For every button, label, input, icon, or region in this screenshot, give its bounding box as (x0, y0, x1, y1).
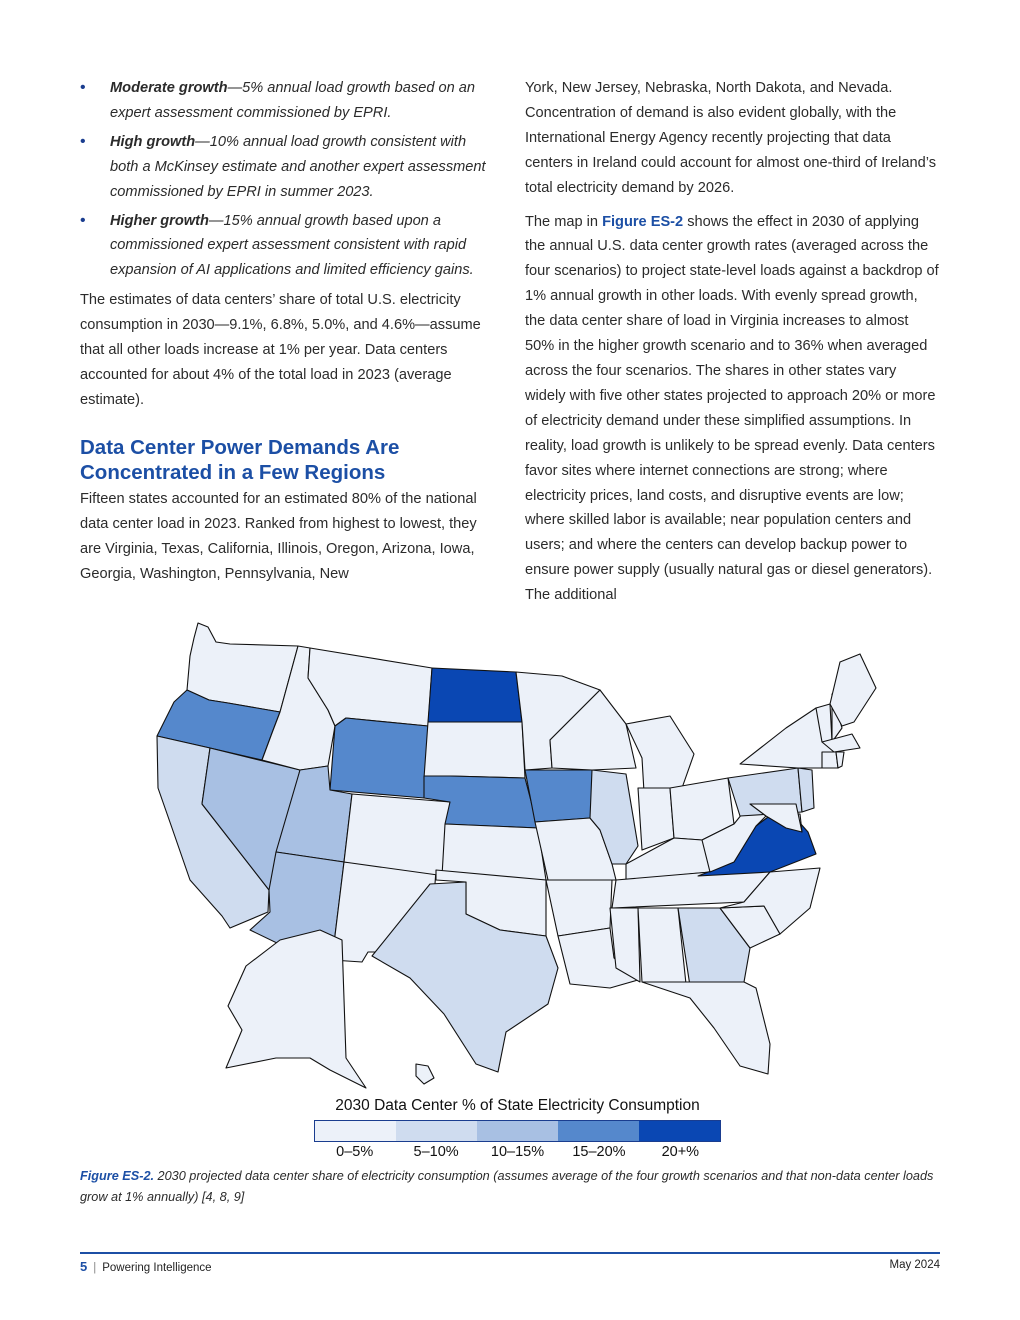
document-title: Powering Intelligence (102, 1262, 212, 1274)
paragraph-map-description: The map in Figure ES-2 shows the effect in 2030 of applying the annual U.S. data center growth rates (averaged across the four scenarios) to project state-level loads against a backdrop of 1% annual growth in other loads. With evenly spread growth, the data center share of load in Virginia increases to almost 50% in the higher growth scenario and to 36% when averaged across the four scenarios. The shares in other states vary widely with five other states projected to approach 20% or more of electricity demand under these simplified assumptions. In reality, load growth is unlikely to be spread evenly. Data centers favor sites where internet connections are strong; where electricity prices, land costs, and disruptive events are low; where skilled labor is available; near population centers and users; and where the centers can develop backup power to ensure power supply (usually natural gas or diesel generators). The additional (525, 213, 939, 604)
bullet-higher: • Higher growth—15% annual growth based upon a commissioned expert assessment consistent with rapid expansion of AI applications and limited efficiency gains. (80, 209, 494, 284)
state-MI (626, 716, 694, 792)
bullet-high: • High growth—10% annual load growth consistent with both a McKinsey estimate and another expert assessment commissioned by EPRI in summer 2023. (80, 130, 494, 205)
legend-color-bar (314, 1120, 721, 1142)
state-SD (424, 722, 525, 778)
legend-label-10-15: 10–15% (490, 1144, 545, 1160)
bullet-moderate: • Moderate growth—5% annual load growth based on an expert assessment commissioned by EPRI. (80, 76, 494, 126)
state-RI (836, 752, 844, 768)
legend-swatch-5-10 (396, 1121, 477, 1141)
right-column (525, 76, 939, 617)
figure-reference-link[interactable]: Figure ES-2 (602, 213, 684, 230)
figure-caption: Figure ES-2. 2030 projected data center share of electricity consumption (assumes average of the four growth scenarios and that non-data center loads grow at 1% annually) [4, 8, 9] (80, 1169, 934, 1204)
footer-left (80, 1259, 212, 1274)
caption-label: Figure ES-2. (80, 1169, 155, 1183)
section-heading: Data Center Power Demands Are Concentrated in a Few Regions (80, 435, 400, 484)
state-CO (344, 794, 450, 876)
paragraph-fifteen-states: Fifteen states accounted for an estimated 80% of the national data center load in 2023. Ranked from highest to lowest, they are Virginia, Texas, California, Illinois, Oregon, Arizona, Iowa, Georgia, Washington, Pennsylvania, New (80, 490, 477, 582)
legend-title: 2030 Data Center % of State Electricity Consumption (335, 1097, 700, 1114)
legend-label-20-plus: 20+% (661, 1144, 700, 1160)
legend-labels (314, 1144, 721, 1160)
state-HI (416, 1064, 434, 1084)
state-ND (428, 668, 522, 722)
state-CT (822, 752, 838, 768)
state-AR (546, 880, 612, 936)
legend-swatch-15-20 (558, 1121, 639, 1141)
paragraph-estimates: The estimates of data centers’ share of total U.S. electricity consumption in 2030—9.1%, 6.8%, 5.0%, and 4.6%—assume that all other loads increase at 1% per year. Data centers accounted for about 4% of the total load in 2023 (average estimate). (80, 292, 481, 408)
page-number: 5 (80, 1259, 88, 1274)
legend-swatch-10-15 (477, 1121, 558, 1141)
state-AL (638, 908, 686, 984)
state-FL (642, 982, 770, 1074)
legend-swatch-20-plus (639, 1121, 720, 1141)
paragraph-concentration: York, New Jersey, Nebraska, North Dakota, and Nevada. Concentration of demand is also evident globally, with the International Energy Agency recently projecting that data centers in Ireland could account for almost one-third of Ireland’s total electricity demand by 2026. (525, 80, 937, 196)
footer-rule (80, 1252, 940, 1254)
state-WY (330, 718, 428, 798)
left-column (80, 76, 494, 595)
legend-label-5-10: 5–10% (413, 1144, 459, 1160)
footer-date: May 2024 (889, 1259, 940, 1271)
footer-separator: | (93, 1262, 97, 1274)
legend-swatch-0-5 (315, 1121, 396, 1141)
legend-label-0-5: 0–5% (336, 1144, 374, 1160)
us-choropleth-map (130, 618, 950, 1096)
state-ME (830, 654, 876, 726)
legend-label-15-20: 15–20% (572, 1144, 626, 1160)
scenario-list (80, 76, 494, 283)
